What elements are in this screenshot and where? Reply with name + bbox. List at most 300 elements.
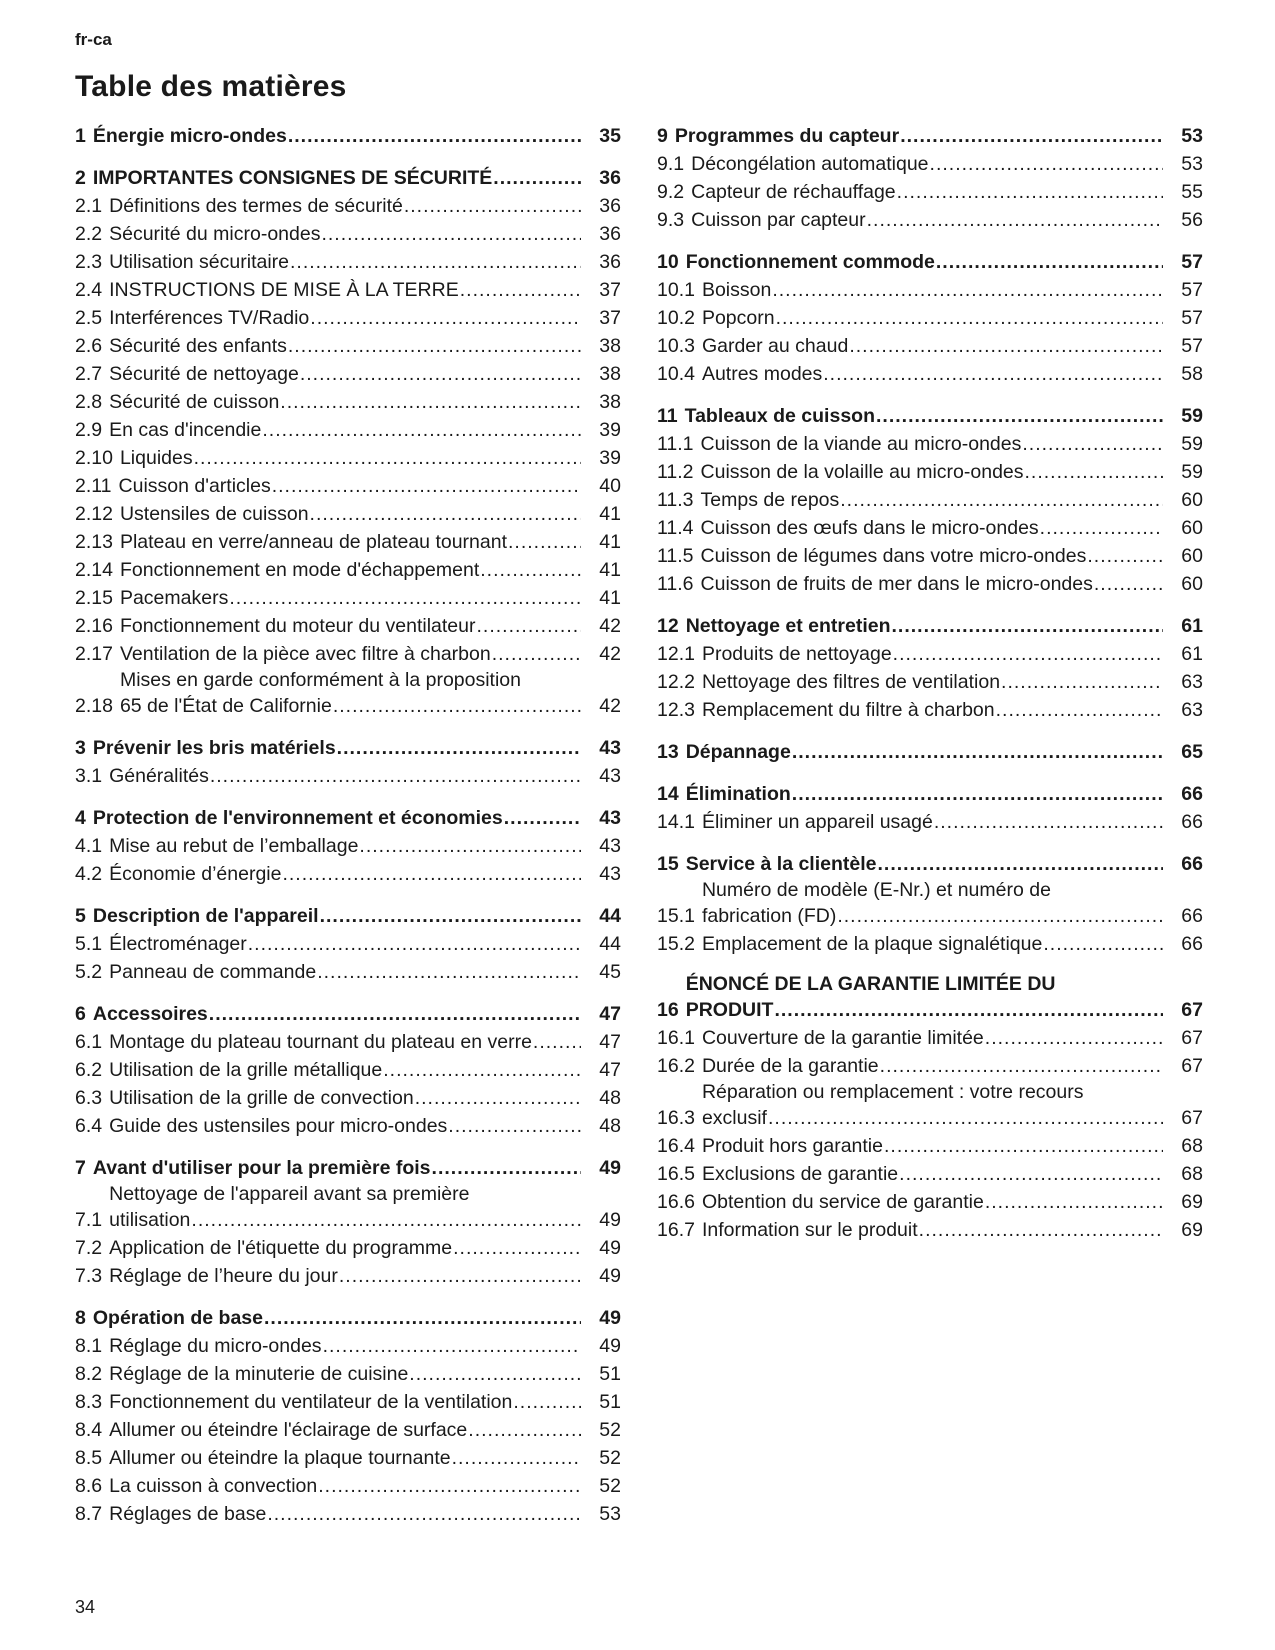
entry-number: 16.5	[657, 1163, 695, 1185]
entry-page-number: 52	[599, 1475, 621, 1497]
entry-title: Guide des ustensiles pour micro-ondes	[109, 1115, 448, 1137]
entry-label	[109, 249, 585, 275]
entry-page-number: 36	[599, 195, 621, 217]
entry-title: Service à la clientèle	[685, 853, 877, 875]
toc-entry[interactable]	[657, 149, 1203, 177]
entry-label	[691, 207, 1167, 233]
toc-entry[interactable]	[657, 177, 1203, 205]
dot-leader	[415, 1085, 581, 1111]
entry-number: 2.3	[75, 251, 103, 273]
entry-label	[93, 735, 585, 761]
entry-number: 10.2	[657, 307, 695, 329]
entry-label	[702, 305, 1167, 331]
entry-title: En cas d'incendie	[109, 419, 262, 441]
entry-title-line-1: Nettoyage de l'appareil avant sa première	[109, 1183, 470, 1205]
entry-page-number: 36	[599, 167, 621, 189]
language-code: fr-ca	[75, 30, 112, 49]
toc-entry[interactable]	[75, 1261, 621, 1289]
entry-page-number: 47	[599, 1031, 621, 1053]
toc-entry[interactable]	[657, 1051, 1203, 1079]
dot-leader	[359, 833, 581, 859]
dot-leader	[282, 861, 581, 887]
entry-page-number: 43	[599, 863, 621, 885]
entry-title: Éliminer un appareil usagé	[701, 811, 933, 833]
entry-page-number: 37	[599, 279, 621, 301]
entry-number: 13	[657, 741, 679, 763]
entry-title-line-2	[702, 903, 1167, 929]
dot-leader	[310, 305, 581, 331]
toc-entry[interactable]	[657, 275, 1203, 303]
entry-page-number: 38	[599, 391, 621, 413]
entry-title: Dépannage	[685, 741, 791, 763]
entry-page-number: 44	[599, 933, 621, 955]
entry-page-number: 53	[1181, 153, 1203, 175]
dot-leader	[840, 487, 1163, 513]
entry-title: Fonctionnement du ventilateur de la ventilation	[109, 1391, 513, 1413]
entry-title: Garder au chaud	[701, 335, 849, 357]
dot-leader	[194, 445, 581, 471]
toc-entry[interactable]	[75, 831, 621, 859]
toc-chapter-entry[interactable]	[657, 401, 1203, 429]
entry-number: 6	[75, 1003, 86, 1025]
entry-label	[93, 123, 585, 149]
dot-leader	[792, 739, 1163, 765]
dot-leader	[533, 1029, 581, 1055]
entry-number: 16.3	[657, 1107, 695, 1129]
toc-chapter-entry[interactable]	[75, 733, 621, 761]
entry-page-number: 53	[1181, 125, 1203, 147]
entry-title-line-1: Réparation ou remplacement : votre recours	[701, 1081, 1084, 1103]
entry-title-line-1: ÉNONCÉ DE LA GARANTIE LIMITÉE DU	[685, 973, 1056, 995]
toc-entry[interactable]	[657, 1215, 1203, 1243]
entry-page-number: 67	[1181, 1107, 1203, 1129]
entry-number: 10.3	[657, 335, 695, 357]
entry-page-number: 36	[599, 251, 621, 273]
toc-section	[75, 733, 621, 789]
entry-page-number: 69	[1181, 1219, 1203, 1241]
dot-leader	[452, 1445, 581, 1471]
toc-entry[interactable]	[75, 247, 621, 275]
toc-chapter-entry[interactable]	[657, 611, 1203, 639]
toc-entry[interactable]	[75, 331, 621, 359]
entry-label	[93, 903, 585, 929]
entry-page-number: 48	[599, 1115, 621, 1137]
entry-page-number: 37	[599, 307, 621, 329]
entry-label	[686, 781, 1167, 807]
toc-chapter-entry[interactable]	[657, 247, 1203, 275]
dot-leader	[210, 763, 581, 789]
entry-number: 11.3	[657, 489, 694, 511]
entry-label	[109, 333, 585, 359]
dot-leader	[837, 903, 1163, 929]
toc-chapter-entry[interactable]	[657, 737, 1203, 765]
dot-leader	[899, 1161, 1163, 1187]
toc-entry[interactable]	[657, 205, 1203, 233]
toc-entry[interactable]	[75, 275, 621, 303]
entry-number: 15.1	[657, 905, 695, 927]
toc-entry[interactable]	[657, 1079, 1203, 1131]
entry-label	[702, 669, 1167, 695]
entry-title: Durée de la garantie	[701, 1055, 879, 1077]
toc-entry[interactable]	[75, 1181, 621, 1233]
entry-label	[109, 861, 585, 887]
entry-page-number: 57	[1181, 279, 1203, 301]
entry-number: 16.2	[657, 1055, 695, 1077]
entry-title: Opération de base	[92, 1307, 263, 1329]
toc-entry[interactable]	[75, 583, 621, 611]
entry-title-continued: 65 de l'État de Californie	[119, 695, 332, 717]
toc-entry[interactable]	[657, 569, 1203, 597]
entry-title: Obtention du service de garantie	[701, 1191, 984, 1213]
entry-title: Avant d'utiliser pour la première fois	[92, 1157, 431, 1179]
entry-label	[109, 1389, 585, 1415]
dot-leader	[880, 1053, 1163, 1079]
dot-leader	[321, 221, 581, 247]
dot-leader	[867, 207, 1163, 233]
entry-label	[686, 613, 1167, 639]
entry-title: Utilisation de la grille de convection	[109, 1087, 414, 1109]
toc-entry[interactable]	[75, 957, 621, 985]
toc-entry[interactable]	[75, 471, 621, 499]
entry-label	[109, 361, 585, 387]
entry-page-number: 60	[1181, 573, 1203, 595]
entry-label	[691, 151, 1167, 177]
entry-page-number: 66	[1181, 811, 1203, 833]
toc-entry[interactable]	[75, 303, 621, 331]
toc-entry[interactable]	[75, 859, 621, 887]
toc-entry[interactable]	[657, 1187, 1203, 1215]
entry-label	[109, 305, 585, 331]
toc-entry[interactable]	[75, 667, 621, 719]
entry-number: 11.5	[657, 545, 694, 567]
entry-page-number: 67	[1181, 1027, 1203, 1049]
toc-entry[interactable]	[75, 499, 621, 527]
toc-entry[interactable]	[75, 359, 621, 387]
dot-leader	[1087, 543, 1163, 569]
toc-entry[interactable]	[75, 639, 621, 667]
entry-label	[685, 403, 1167, 429]
entry-title: Réglage du micro-ondes	[109, 1335, 322, 1357]
toc-entry[interactable]	[657, 667, 1203, 695]
entry-title: Allumer ou éteindre l'éclairage de surface	[109, 1419, 468, 1441]
dot-leader	[288, 123, 581, 149]
entry-number: 3	[75, 737, 86, 759]
toc-chapter-entry[interactable]	[75, 1303, 621, 1331]
entry-label	[109, 1029, 585, 1055]
dot-leader	[320, 903, 581, 929]
toc-entry[interactable]	[75, 929, 621, 957]
entry-page-number: 42	[599, 695, 621, 717]
dot-leader	[272, 473, 581, 499]
toc-entry[interactable]	[75, 527, 621, 555]
toc-entry[interactable]	[657, 485, 1203, 513]
entry-label	[109, 1361, 585, 1387]
entry-number: 2.14	[75, 559, 113, 581]
toc-entry[interactable]	[75, 1443, 621, 1471]
entry-title: Popcorn	[701, 307, 775, 329]
dot-leader	[884, 1133, 1163, 1159]
dot-leader	[300, 361, 581, 387]
entry-number: 7.1	[75, 1209, 103, 1231]
toc-chapter-entry[interactable]	[657, 849, 1203, 877]
entry-title: Fonctionnement du moteur du ventilateur	[119, 615, 476, 637]
entry-title: Fonctionnement en mode d'échappement	[119, 559, 480, 581]
entry-page-number: 57	[1181, 335, 1203, 357]
entry-title: Accessoires	[92, 1003, 208, 1025]
toc-entry[interactable]	[657, 457, 1203, 485]
entry-page-number: 41	[599, 531, 621, 553]
entry-number: 7.3	[75, 1265, 103, 1287]
entry-title-continued: fabrication (FD)	[701, 905, 837, 927]
entry-label	[93, 165, 585, 191]
entry-number: 9	[657, 125, 668, 147]
page-title: Table des matières	[75, 70, 347, 103]
entry-label	[109, 1085, 585, 1111]
entry-page-number: 49	[599, 1335, 621, 1357]
entry-label	[701, 571, 1167, 597]
dot-leader	[432, 1155, 581, 1181]
entry-title: Couverture de la garantie limitée	[701, 1027, 984, 1049]
dot-leader	[191, 1207, 581, 1233]
dot-leader	[897, 179, 1163, 205]
entry-page-number: 36	[599, 223, 621, 245]
entry-title: Utilisation de la grille métallique	[109, 1059, 383, 1081]
entry-title: Cuisson de la viande au micro-ondes	[700, 433, 1022, 455]
entry-page-number: 60	[1181, 545, 1203, 567]
entry-number: 9.2	[657, 181, 685, 203]
toc-entry[interactable]	[75, 1387, 621, 1415]
entry-title: Cuisson d'articles	[118, 475, 271, 497]
toc-entry[interactable]	[75, 1471, 621, 1499]
entry-label	[702, 1079, 1167, 1131]
entry-number: 8.6	[75, 1475, 103, 1497]
entry-page-number: 44	[599, 905, 621, 927]
toc-chapter-entry[interactable]	[657, 779, 1203, 807]
entry-label	[119, 473, 585, 499]
dot-leader	[774, 997, 1163, 1023]
entry-title: Programmes du capteur	[674, 125, 900, 147]
entry-number: 2.18	[75, 695, 113, 717]
toc-entry[interactable]	[657, 639, 1203, 667]
entry-page-number: 53	[599, 1503, 621, 1525]
dot-leader	[776, 305, 1163, 331]
entry-page-number: 60	[1181, 517, 1203, 539]
toc-entry[interactable]	[75, 1331, 621, 1359]
entry-page-number: 52	[599, 1447, 621, 1469]
toc-entry[interactable]	[75, 555, 621, 583]
entry-number: 2.16	[75, 615, 113, 637]
entry-label	[120, 445, 585, 471]
entry-label	[109, 193, 585, 219]
toc-chapter-entry[interactable]	[75, 901, 621, 929]
dot-leader	[878, 851, 1164, 877]
entry-title: Cuisson des œufs dans le micro-ondes	[700, 517, 1039, 539]
toc-column-left	[75, 121, 621, 1541]
entry-label	[702, 1161, 1167, 1187]
toc-entry[interactable]	[75, 443, 621, 471]
entry-number: 11.4	[657, 517, 694, 539]
entry-number: 14.1	[657, 811, 695, 833]
entry-title: Montage du plateau tournant du plateau en verre	[109, 1031, 532, 1053]
entry-title: Application de l'étiquette du programme	[109, 1237, 453, 1259]
entry-title-line-2	[686, 997, 1167, 1023]
entry-number: 7.2	[75, 1237, 103, 1259]
entry-number: 16.6	[657, 1191, 695, 1213]
toc-chapter-entry[interactable]	[75, 163, 621, 191]
entry-label	[702, 931, 1167, 957]
toc-entry[interactable]	[75, 387, 621, 415]
entry-number: 7	[75, 1157, 86, 1179]
entry-title: Cuisson par capteur	[691, 209, 866, 231]
toc-section	[75, 901, 621, 985]
toc-chapter-entry[interactable]	[75, 999, 621, 1027]
toc-entry[interactable]	[657, 359, 1203, 387]
toc-chapter-entry[interactable]	[75, 121, 621, 149]
toc-chapter-entry[interactable]	[75, 803, 621, 831]
toc-entry[interactable]	[657, 695, 1203, 723]
toc-entry[interactable]	[657, 1131, 1203, 1159]
entry-number: 9.1	[657, 153, 685, 175]
toc-entry[interactable]	[75, 611, 621, 639]
entry-title: Élimination	[685, 783, 791, 805]
entry-title: Information sur le produit	[701, 1219, 918, 1241]
entry-label	[109, 277, 585, 303]
entry-page-number: 51	[599, 1363, 621, 1385]
toc-entry[interactable]	[657, 331, 1203, 359]
dot-leader	[768, 1105, 1163, 1131]
entry-number: 10	[657, 251, 679, 273]
entry-number: 5	[75, 905, 86, 927]
entry-title: IMPORTANTES CONSIGNES DE SÉCURITÉ	[92, 167, 493, 189]
entry-label	[675, 123, 1167, 149]
dot-leader	[267, 1501, 581, 1527]
toc-entry[interactable]	[75, 1027, 621, 1055]
toc-entry[interactable]	[657, 513, 1203, 541]
entry-number: 4.1	[75, 835, 103, 857]
entry-label	[702, 641, 1167, 667]
toc-entry[interactable]	[75, 415, 621, 443]
entry-label	[93, 1305, 585, 1331]
dot-leader	[513, 1389, 581, 1415]
toc-entry[interactable]	[75, 1359, 621, 1387]
dot-leader	[508, 529, 581, 555]
entry-title: Fonctionnement commode	[685, 251, 935, 273]
toc-column-right	[657, 121, 1203, 1257]
dot-leader	[934, 809, 1163, 835]
dot-leader	[317, 959, 581, 985]
entry-number: 14	[657, 783, 679, 805]
entry-page-number: 39	[599, 419, 621, 441]
dot-leader	[892, 613, 1163, 639]
dot-leader	[337, 735, 581, 761]
entry-page-number: 49	[599, 1209, 621, 1231]
entry-label	[702, 877, 1167, 929]
entry-page-number: 49	[599, 1237, 621, 1259]
toc-entry[interactable]	[75, 1055, 621, 1083]
entry-number: 11.1	[657, 433, 694, 455]
entry-label	[109, 1501, 585, 1527]
toc-entry[interactable]	[75, 1083, 621, 1111]
entry-title: Temps de repos	[700, 489, 840, 511]
entry-title: Décongélation automatique	[691, 153, 929, 175]
entry-label	[686, 739, 1167, 765]
entry-label	[702, 333, 1167, 359]
entry-label	[701, 431, 1167, 457]
entry-page-number: 60	[1181, 489, 1203, 511]
entry-page-number: 42	[599, 643, 621, 665]
entry-label	[109, 1445, 585, 1471]
toc-entry[interactable]	[75, 1111, 621, 1139]
dot-leader	[1025, 459, 1163, 485]
toc-entry[interactable]	[657, 807, 1203, 835]
entry-label	[120, 641, 585, 667]
dot-leader	[772, 277, 1163, 303]
entry-title-line-2	[120, 693, 585, 719]
dot-leader	[453, 1235, 581, 1261]
entry-title-continued: PRODUIT	[685, 999, 774, 1021]
entry-page-number: 43	[599, 807, 621, 829]
entry-label	[701, 515, 1167, 541]
toc-entry[interactable]	[657, 877, 1203, 929]
entry-number: 10.4	[657, 363, 695, 385]
toc-entry[interactable]	[657, 429, 1203, 457]
entry-title: Exclusions de garantie	[701, 1163, 899, 1185]
entry-page-number: 49	[599, 1307, 621, 1329]
entry-label	[109, 1181, 585, 1233]
entry-label	[109, 959, 585, 985]
dot-leader	[504, 805, 581, 831]
toc-section	[75, 1303, 621, 1527]
toc-entry[interactable]	[657, 303, 1203, 331]
entry-title: Ustensiles de cuisson	[119, 503, 309, 525]
entry-number: 2.5	[75, 307, 103, 329]
toc-entry[interactable]	[657, 1023, 1203, 1051]
entry-number: 2.7	[75, 363, 103, 385]
dot-leader	[209, 1001, 581, 1027]
entry-page-number: 39	[599, 447, 621, 469]
entry-page-number: 61	[1181, 615, 1203, 637]
toc-chapter-entry[interactable]	[75, 1153, 621, 1181]
toc-entry[interactable]	[75, 761, 621, 789]
toc-entry[interactable]	[75, 1499, 621, 1527]
dot-leader	[893, 641, 1163, 667]
entry-title: Prévenir les bris matériels	[92, 737, 336, 759]
toc-entry[interactable]	[657, 541, 1203, 569]
dot-leader	[930, 151, 1163, 177]
entry-page-number: 59	[1181, 405, 1203, 427]
toc-entry[interactable]	[75, 191, 621, 219]
toc-chapter-entry[interactable]	[657, 971, 1203, 1023]
toc-entry[interactable]	[75, 219, 621, 247]
toc-entry[interactable]	[657, 1159, 1203, 1187]
entry-number: 2.4	[75, 279, 103, 301]
entry-label	[702, 1189, 1167, 1215]
entry-number: 6.3	[75, 1087, 103, 1109]
dot-leader	[404, 193, 581, 219]
dot-leader	[996, 697, 1163, 723]
toc-chapter-entry[interactable]	[657, 121, 1203, 149]
toc-entry[interactable]	[75, 1415, 621, 1443]
toc-entry[interactable]	[75, 1233, 621, 1261]
entry-number: 2.1	[75, 195, 103, 217]
entry-number: 12.1	[657, 643, 695, 665]
toc-entry[interactable]	[657, 929, 1203, 957]
entry-title-line-2	[702, 1105, 1167, 1131]
entry-page-number: 51	[599, 1391, 621, 1413]
dot-leader	[383, 1057, 581, 1083]
entry-number: 2.9	[75, 419, 103, 441]
entry-label	[93, 1155, 585, 1181]
